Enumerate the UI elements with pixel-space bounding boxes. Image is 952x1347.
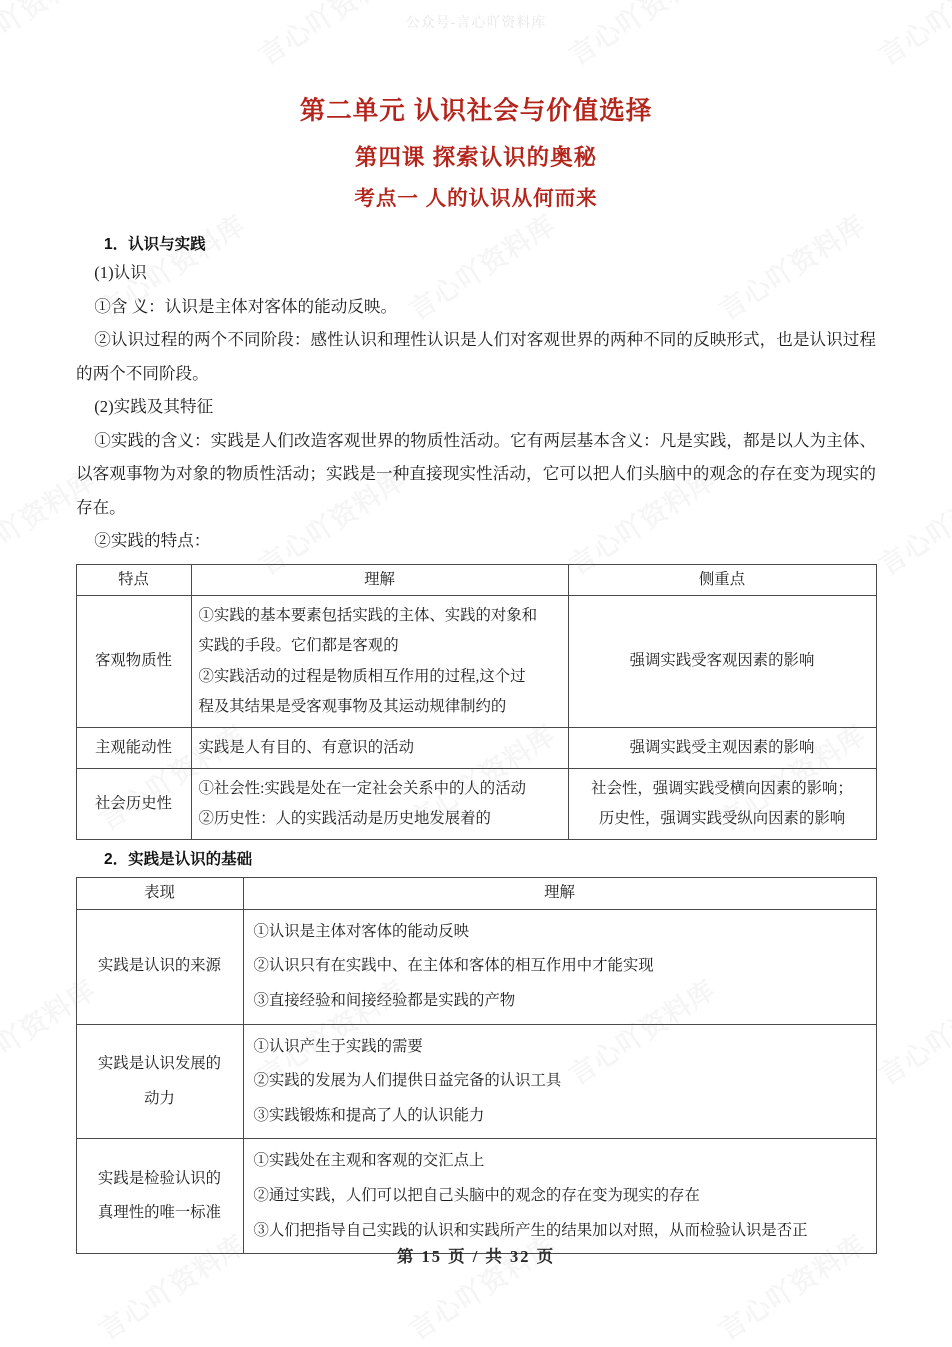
cell-line: 历史性，强调实践受纵向因素的影响 xyxy=(598,809,846,827)
cell-feature: 社会历史性 xyxy=(76,768,191,839)
cell-line: 实践是检验认识的 xyxy=(97,1169,222,1187)
table-practice-features xyxy=(76,564,877,840)
cell-line: ①认识是主体对客体的能动反映 xyxy=(253,922,469,940)
cell-line: ②实践的发展为人们提供日益完备的认识工具 xyxy=(253,1072,562,1090)
cell-line: ①实践的基本要素包括实践的主体、实践的对象和 xyxy=(198,607,538,625)
page-title-lesson: 第四课 探索认识的奥秘 xyxy=(354,144,598,170)
cell-feature: 主观能动性 xyxy=(76,727,191,768)
cell-line: 真理性的唯一标准 xyxy=(97,1204,222,1222)
cell-line: ①社会性:实践是处在一定社会关系中的人的活动 xyxy=(198,779,526,797)
table-row xyxy=(76,596,876,727)
table-practice-basis-body xyxy=(76,909,876,1254)
cell-understanding xyxy=(191,727,568,768)
cell-line: ②认识只有在实践中、在主体和客体的相互作用中才能实现 xyxy=(253,957,654,975)
section-1-item-a2: ②认识过程的两个不同阶段：感性认识和理性认识是人们对客观世界的两种不同的反映形式，也是认识过程的两个不同阶段。 xyxy=(76,330,876,383)
table-row xyxy=(76,1024,876,1139)
cell-line: ②历史性：人的实践活动是历史地发展着的 xyxy=(198,809,491,827)
cell-line: 强调实践受客观因素的影响 xyxy=(629,652,815,670)
page-title-exam-point: 考点一 人的认识从何而来 xyxy=(354,187,598,211)
page-footer: 第 15 页 / 共 32 页 xyxy=(396,1247,556,1266)
section-2-heading: 2．实践是认识的基础 xyxy=(104,850,253,868)
cell-feature: 客观物质性 xyxy=(76,596,191,727)
column-header-understanding: 理解 xyxy=(243,877,876,909)
cell-line: 程及其结果是受客观事物及其运动规律制约的 xyxy=(198,697,507,715)
cell-line: ①实践处在主观和客观的交汇点上 xyxy=(253,1152,485,1170)
table-row xyxy=(76,909,876,1024)
page-title-unit: 第二单元 认识社会与价值选择 xyxy=(299,97,653,125)
column-header-understanding: 理解 xyxy=(191,564,568,596)
section-1-item-b1: ①实践的含义：实践是人们改造客观世界的物质性活动。它有两层基本含义：凡是实践，都是以人为主体、以客观事物为对象的物质性活动；实践是一种直接现实性活动，它可以把人们头脑中的观念的存在变为现实的存在。 xyxy=(76,430,876,517)
cell-line: ③实践锻炼和提高了人的认识能力 xyxy=(253,1106,485,1124)
table-row xyxy=(76,1139,876,1254)
cell-line: ②通过实践，人们可以把自己头脑中的观念的存在变为现实的存在 xyxy=(253,1187,700,1205)
cell-manifestation xyxy=(76,909,243,1024)
top-watermark-text: 公众号-言心吖资料库 xyxy=(405,14,547,30)
cell-focus xyxy=(568,727,876,768)
section-1-sub-a: (1)认识 xyxy=(94,263,147,283)
table-row xyxy=(76,727,876,768)
column-header-feature: 特点 xyxy=(76,564,191,596)
cell-understanding xyxy=(243,1139,876,1254)
cell-line: 强调实践受主观因素的影响 xyxy=(629,738,815,756)
section-1-item-a1: ①含 义：认识是主体对客体的能动反映。 xyxy=(94,296,398,316)
column-header-manifestation: 表现 xyxy=(76,877,243,909)
cell-line: 实践是认识发展的 xyxy=(97,1054,222,1072)
cell-line: ②实践活动的过程是物质相互作用的过程,这个过 xyxy=(198,667,526,685)
section-2-wrap xyxy=(76,848,876,871)
cell-understanding xyxy=(191,768,568,839)
cell-line: 实践是认识的来源 xyxy=(97,957,222,975)
cell-understanding xyxy=(191,596,568,727)
cell-line: ①认识产生于实践的需要 xyxy=(253,1037,423,1055)
cell-focus xyxy=(568,596,876,727)
table-practice-basis xyxy=(76,877,877,1255)
cell-manifestation xyxy=(76,1139,243,1254)
cell-line: 实践的手段。它们都是客观的 xyxy=(198,637,399,655)
cell-line: 动力 xyxy=(144,1089,175,1107)
column-header-focus: 侧重点 xyxy=(568,564,876,596)
cell-understanding xyxy=(243,909,876,1024)
section-1-heading: 1．认识与实践 xyxy=(104,235,206,253)
cell-focus xyxy=(568,768,876,839)
cell-line: ③直接经验和间接经验都是实践的产物 xyxy=(253,991,516,1009)
table-row xyxy=(76,768,876,839)
cell-line: 实践是人有目的、有意识的活动 xyxy=(198,738,414,756)
cell-manifestation xyxy=(76,1024,243,1139)
table-practice-features-body xyxy=(76,596,876,839)
cell-line: 社会性，强调实践受横向因素的影响； xyxy=(591,779,853,797)
section-1-sub-b: (2)实践及其特征 xyxy=(94,397,214,417)
body-content xyxy=(76,233,876,558)
section-1-item-b2: ②实践的特点： xyxy=(94,531,211,551)
cell-line: ③人们把指导自己实践的认识和实践所产生的结果加以对照，从而检验认识是否正 xyxy=(253,1221,808,1239)
cell-understanding xyxy=(243,1024,876,1139)
table-header-row xyxy=(76,877,876,909)
table-header-row xyxy=(76,564,876,596)
